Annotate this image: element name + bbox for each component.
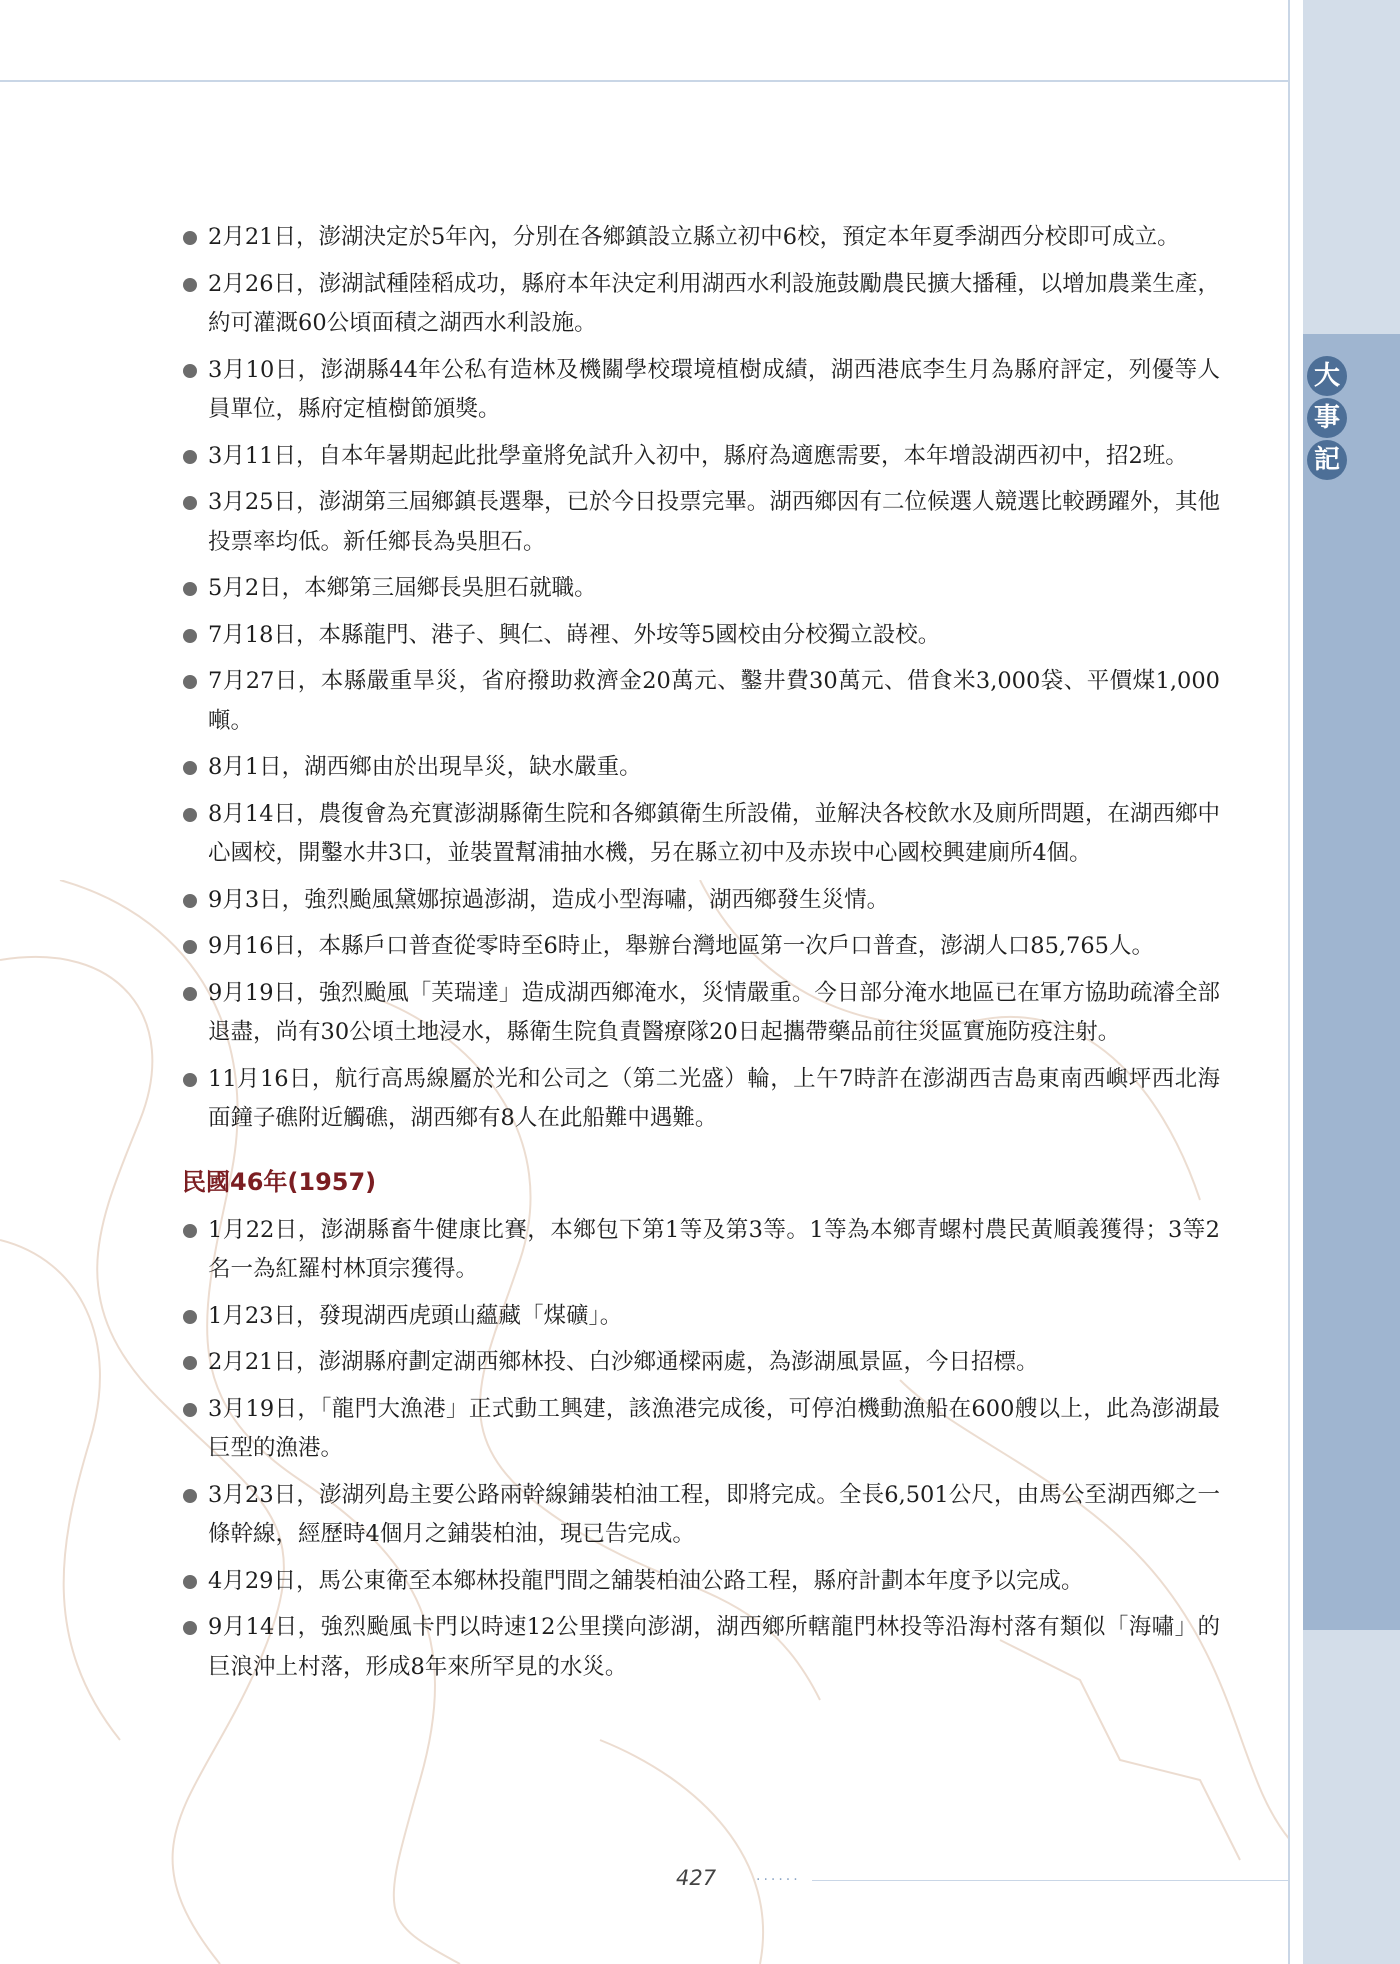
page-dots: ······	[756, 1872, 801, 1888]
event-item: 1月22日，澎湖縣畜牛健康比賽，本鄉包下第1等及第3等。1等為本鄉青螺村農民黃順義獲得；3等2名一為紅羅村林頂宗獲得。	[180, 1211, 1220, 1290]
chapter-tab-char: 大	[1307, 356, 1347, 396]
section-title-1957: 民國46年(1957)	[182, 1167, 377, 1196]
event-item: 3月19日，「龍門大漁港」正式動工興建，該漁港完成後，可停泊機動漁船在600艘以上，此為澎湖最巨型的漁港。	[180, 1390, 1220, 1469]
chapter-tab-char: 記	[1307, 440, 1347, 480]
event-item: 9月14日，強烈颱風卡門以時速12公里撲向澎湖，湖西鄉所轄龍門林投等沿海村落有類似「海嘯」的巨浪沖上村落，形成8年來所罕見的水災。	[180, 1608, 1220, 1687]
event-item: 2月21日，澎湖決定於5年內，分別在各鄉鎮設立縣立初中6校，預定本年夏季湖西分校即可成立。	[180, 218, 1220, 258]
event-item: 9月3日，強烈颱風黛娜掠過澎湖，造成小型海嘯，湖西鄉發生災情。	[180, 881, 1220, 921]
event-item: 4月29日，馬公東衛至本鄉林投龍門間之舖裝柏油公路工程，縣府計劃本年度予以完成。	[180, 1562, 1220, 1602]
footer-rule	[812, 1880, 1290, 1881]
page-number: 427	[676, 1866, 717, 1890]
event-item: 9月16日，本縣戶口普查從零時至6時止，舉辦台灣地區第一次戶口普查，澎湖人口85,765人。	[180, 927, 1220, 967]
event-item: 2月21日，澎湖縣府劃定湖西鄉林投、白沙鄉通樑兩處，為澎湖風景區，今日招標。	[180, 1343, 1220, 1383]
event-item: 3月11日，自本年暑期起此批學童將免試升入初中，縣府為適應需要，本年增設湖西初中，招2班。	[180, 437, 1220, 477]
chapter-tab	[1307, 356, 1349, 480]
event-item: 3月25日，澎湖第三屆鄉鎮長選舉，已於今日投票完畢。湖西鄉因有二位候選人競選比較踴躍外，其他投票率均低。新任鄉長為吳胆石。	[180, 483, 1220, 562]
event-item: 3月23日，澎湖列島主要公路兩幹線鋪裝柏油工程，即將完成。全長6,501公尺，由馬公至湖西鄉之一條幹線，經歷時4個月之鋪裝柏油，現已告完成。	[180, 1476, 1220, 1555]
event-item: 8月1日，湖西鄉由於出現旱災，缺水嚴重。	[180, 748, 1220, 788]
event-item: 1月23日，發現湖西虎頭山蘊藏「煤礦」。	[180, 1297, 1220, 1337]
event-item: 3月10日，澎湖縣44年公私有造林及機關學校環境植樹成績，湖西港底李生月為縣府評定，列優等人員單位，縣府定植樹節頒獎。	[180, 351, 1220, 430]
event-item: 7月18日，本縣龍門、港子、興仁、嵵裡、外垵等5國校由分校獨立設校。	[180, 616, 1220, 656]
event-item: 11月16日，航行高馬線屬於光和公司之（第二光盛）輪，上午7時許在澎湖西吉島東南西嶼坪西北海面鐘子礁附近觸礁，湖西鄉有8人在此船難中遇難。	[180, 1060, 1220, 1139]
chapter-tab-char: 事	[1307, 398, 1347, 438]
event-item: 8月14日，農復會為充實澎湖縣衛生院和各鄉鎮衛生所設備，並解決各校飲水及廁所問題，在湖西鄉中心國校，開鑿水井3口，並裝置幫浦抽水機，另在縣立初中及赤崁中心國校興建廁所4個。	[180, 795, 1220, 874]
event-item: 9月19日，強烈颱風「芙瑞達」造成湖西鄉淹水，災情嚴重。今日部分淹水地區已在軍方協助疏濬全部退盡，尚有30公頃土地浸水，縣衛生院負責醫療隊20日起攜帶藥品前往災區實施防疫注射。	[180, 974, 1220, 1053]
sidebar-band	[1303, 334, 1400, 1630]
event-item: 7月27日，本縣嚴重旱災，省府撥助救濟金20萬元、鑿井費30萬元、借食米3,000袋、平價煤1,000噸。	[180, 662, 1220, 741]
chronicle-content	[180, 218, 1220, 1694]
event-item: 2月26日，澎湖試種陸稻成功，縣府本年決定利用湖西水利設施鼓勵農民擴大播種，以增加農業生產，約可灌溉60公頃面積之湖西水利設施。	[180, 265, 1220, 344]
event-item: 5月2日，本鄉第三屆鄉長吳胆石就職。	[180, 569, 1220, 609]
header-rule	[0, 80, 1290, 82]
margin-rule	[1288, 0, 1290, 1964]
